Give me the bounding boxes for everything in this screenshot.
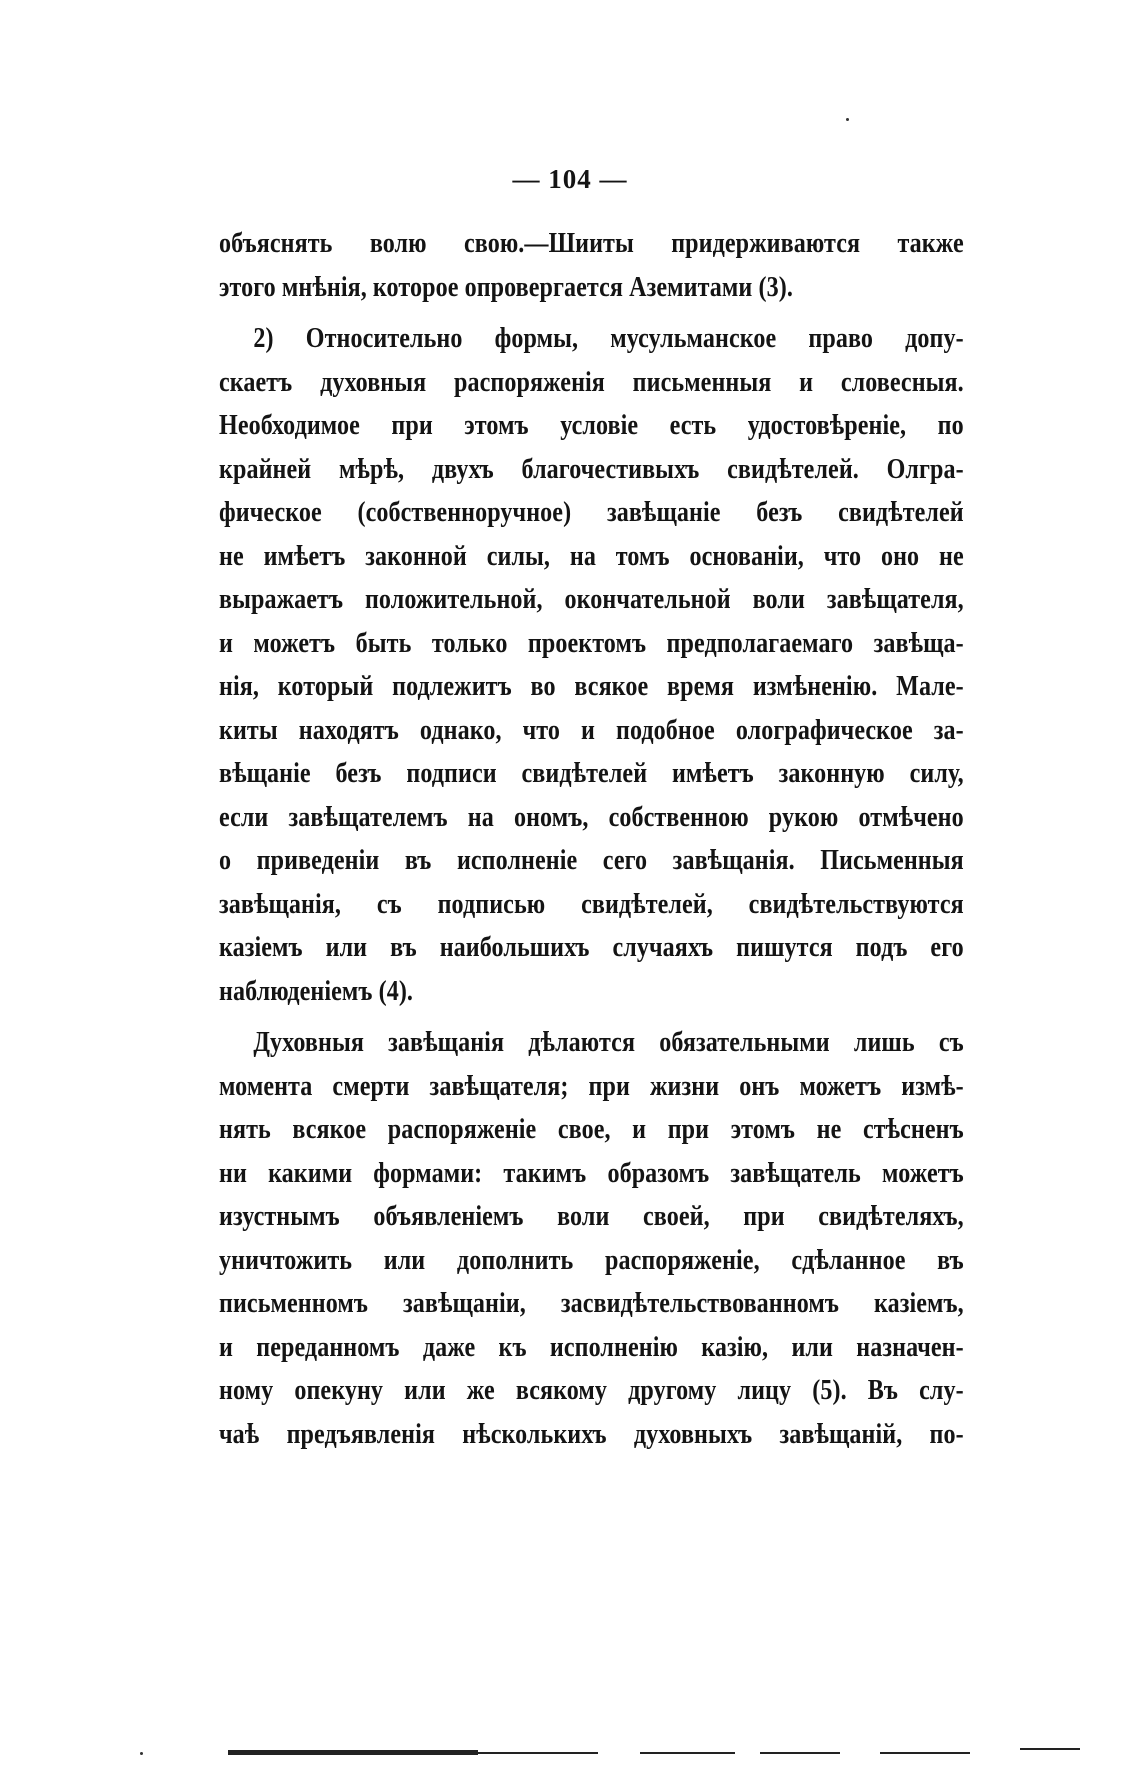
text-line: ному опекуну или же всякому другому лицу (5). Въ слу-	[219, 1375, 964, 1406]
text-line: о приведеніи въ исполненіе сего завѣщанія. Письменныя	[219, 845, 964, 876]
paragraph-gap	[219, 1013, 964, 1021]
text-line: выражаетъ положительной, окончательной воли завѣщателя,	[219, 584, 964, 615]
text-line: крайней мѣрѣ, двухъ благочестивыхъ свидѣтелей. Олгра-	[219, 453, 964, 485]
paragraph-gap	[219, 309, 964, 317]
text-line: момента смерти завѣщателя; при жизни онъ можетъ измѣ-	[219, 1070, 964, 1102]
text-line: завѣщанія, съ подписью свидѣтелей, свидѣтельствуются	[219, 888, 964, 920]
text-line: изустнымъ объявленіемъ воли своей, при свидѣтеляхъ,	[219, 1201, 964, 1232]
text-line: вѣщаніе безъ подписи свидѣтелей имѣетъ законную силу,	[219, 758, 964, 789]
page-number: — 104 —	[512, 164, 628, 194]
text-line: фическое (собственноручное) завѣщаніе безъ свидѣтелей	[219, 497, 964, 528]
footer-rule	[880, 1752, 970, 1754]
text-line: казіемъ или въ наибольшихъ случаяхъ пишутся подъ его	[219, 932, 964, 963]
text-line: этого мнѣнія, которое опровергается Аземитами (3).	[219, 271, 793, 303]
footer-rule	[760, 1752, 840, 1754]
print-speck	[140, 1752, 143, 1755]
text-line: объяснять волю свою.—Шииты придерживаются также	[219, 228, 964, 259]
text-line: не имѣетъ законной силы, на томъ основаніи, что оно не	[219, 540, 964, 572]
text-line: и можетъ быть только проектомъ предполагаемаго завѣща-	[219, 627, 964, 659]
footer-rule	[640, 1752, 735, 1754]
text-line: если завѣщателемъ на ономъ, собственною рукою отмѣчено	[219, 801, 964, 833]
text-line: и переданномъ даже къ исполненію казію, или назначен-	[219, 1331, 964, 1363]
text-line: нія, который подлежитъ во всякое время измѣненію. Мале-	[219, 671, 964, 702]
print-speck	[846, 118, 849, 121]
text-line: чаѣ предъявленія нѣсколькихъ духовныхъ завѣщаній, по-	[219, 1418, 964, 1450]
text-line: Необходимое при этомъ условіе есть удостовѣреніе, по	[219, 410, 964, 441]
text-line: письменномъ завѣщаніи, засвидѣтельствованномъ казіемъ,	[219, 1288, 964, 1319]
text-line: ни какими формами: такимъ образомъ завѣщатель можетъ	[219, 1157, 964, 1189]
text-line: скаетъ духовныя распоряженія письменныя и словесныя.	[219, 366, 964, 398]
text-line: Духовныя завѣщанія дѣлаются обязательными лишь съ	[253, 1027, 964, 1058]
footer-rule	[1020, 1748, 1080, 1750]
footer-rule	[228, 1750, 478, 1755]
text-line: нять всякое распоряженіе свое, и при этомъ не стѣсненъ	[219, 1114, 964, 1145]
body-text	[219, 222, 964, 1456]
text-line: 2) Относительно формы, мусульманское право допу-	[253, 323, 964, 354]
text-line: уничтожить или дополнить распоряженіе, сдѣланное въ	[219, 1244, 964, 1276]
text-line: наблюденіемъ (4).	[219, 975, 414, 1007]
text-line: киты находятъ однако, что и подобное олографическое за-	[219, 714, 964, 746]
footer-rule	[478, 1752, 598, 1754]
